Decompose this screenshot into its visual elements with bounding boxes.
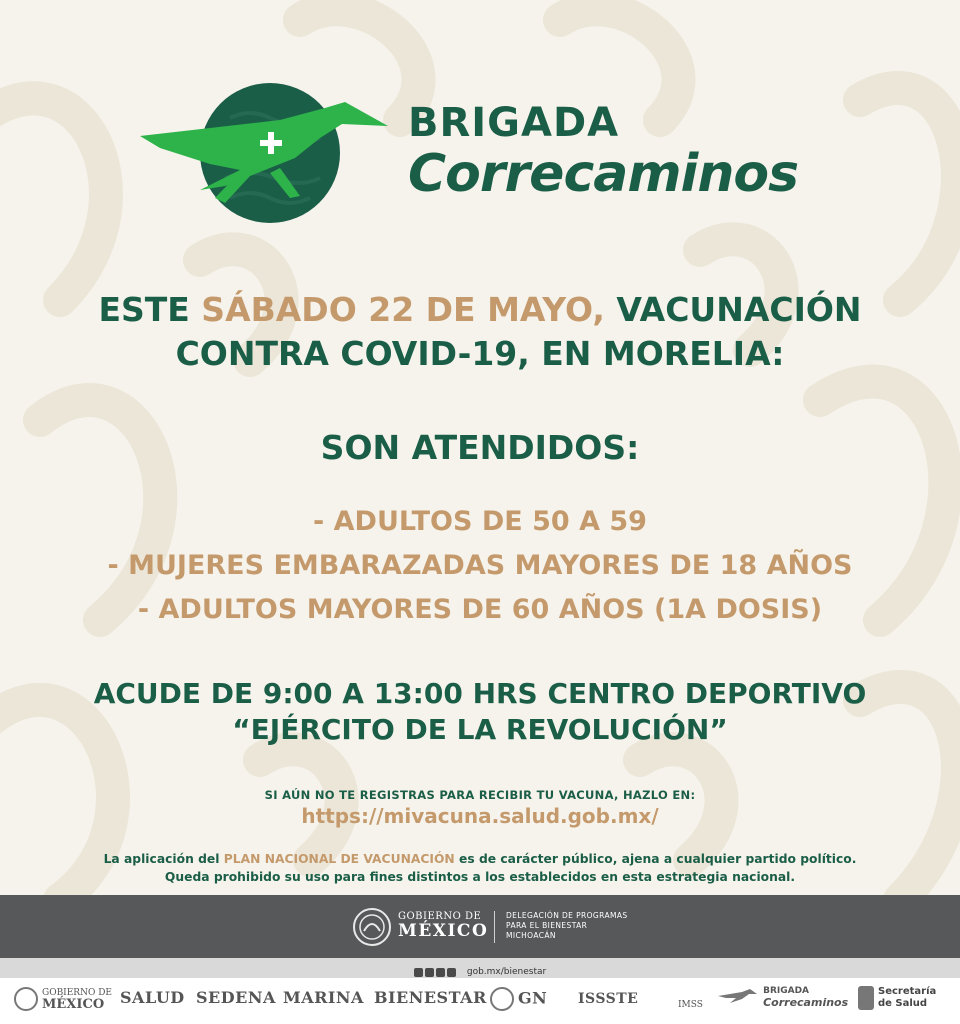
logo-marina: MARINA bbox=[283, 988, 364, 1007]
register-link[interactable]: https://mivacuna.salud.gob.mx/ bbox=[301, 804, 659, 828]
register-label: SI AÚN NO TE REGISTRAS PARA RECIBIR TU VACUNA, HAZLO EN: bbox=[264, 788, 696, 802]
roadrunner-small-icon bbox=[716, 986, 758, 1008]
venue-name: “EJÉRCITO DE LA REVOLUCIÓN” bbox=[232, 713, 728, 746]
logo-bienestar: BIENESTAR bbox=[374, 988, 487, 1007]
footer-divider bbox=[494, 911, 495, 943]
social-url[interactable]: gob.mx/bienestar bbox=[466, 966, 547, 977]
facebook-icon[interactable] bbox=[414, 968, 423, 977]
disclaimer-plan: PLAN NACIONAL DE VACUNACIÓN bbox=[223, 852, 455, 866]
logo-sedena: SEDENA bbox=[196, 988, 276, 1007]
twitter-icon[interactable] bbox=[425, 968, 434, 977]
logo-gobierno-big: MÉXICO bbox=[42, 997, 105, 1012]
logo-brigada-line1: BRIGADA bbox=[763, 986, 810, 996]
instagram-icon[interactable] bbox=[436, 968, 445, 977]
brand-title-brigada: BRIGADA bbox=[408, 100, 620, 146]
logo-gobierno-mexico bbox=[14, 987, 112, 1011]
michoacan-shield-icon bbox=[858, 986, 874, 1010]
logo-secretaria-line1: Secretaría bbox=[878, 986, 937, 997]
brigada-logo bbox=[130, 78, 830, 238]
roadrunner-logo-icon bbox=[130, 78, 400, 238]
headline-suffix: VACUNACIÓN bbox=[604, 290, 862, 329]
disclaimer-line-2: Queda prohibido su uso para fines distintos a los establecidos en esta estrategia nacional. bbox=[164, 870, 796, 884]
attended-groups-list bbox=[0, 500, 960, 632]
youtube-icon[interactable] bbox=[447, 968, 456, 977]
government-footer bbox=[0, 895, 960, 958]
delegation-line-2: PARA EL BIENESTAR bbox=[506, 921, 588, 930]
list-item: - MUJERES EMBARAZADAS MAYORES DE 18 AÑOS bbox=[107, 550, 853, 581]
headline-prefix: ESTE bbox=[98, 290, 202, 329]
institution-logos-bar bbox=[0, 978, 960, 1024]
brand-title-correcaminos: Correcaminos bbox=[408, 144, 799, 204]
gn-emblem-icon bbox=[490, 987, 514, 1011]
headline-date: SÁBADO 22 DE MAYO, bbox=[201, 290, 605, 329]
logo-brigada-line2: Correcaminos bbox=[763, 996, 849, 1009]
social-bar bbox=[0, 958, 960, 978]
government-seal-icon bbox=[352, 907, 392, 947]
logo-secretaria-line2: de Salud bbox=[878, 998, 928, 1009]
delegation-line-1: DELEGACIÓN DE PROGRAMAS bbox=[506, 911, 628, 920]
gobierno-de-mexico-label bbox=[398, 911, 488, 941]
legal-disclaimer bbox=[0, 850, 960, 886]
headline-line-1 bbox=[0, 288, 960, 332]
venue-schedule: ACUDE DE 9:00 A 13:00 HRS CENTRO DEPORTIVO bbox=[93, 677, 867, 710]
logo-brigada-correcaminos bbox=[716, 986, 848, 1008]
logo-imss: IMSS bbox=[678, 1000, 703, 1010]
logo-secretaria-salud bbox=[858, 986, 936, 1010]
logo-gobierno-small: GOBIERNO DE bbox=[42, 988, 112, 998]
gobierno-line-1: GOBIERNO DE bbox=[398, 911, 482, 922]
logo-salud: SALUD bbox=[120, 988, 185, 1007]
delegation-label bbox=[506, 911, 628, 941]
logo-gn: GN bbox=[490, 987, 547, 1011]
main-headline bbox=[0, 288, 960, 376]
disclaimer-line-1 bbox=[0, 850, 960, 868]
delegation-line-3: MICHOACÁN bbox=[506, 931, 556, 940]
list-item: - ADULTOS DE 50 A 59 bbox=[313, 506, 647, 537]
logo-issste: ISSSTE bbox=[578, 991, 639, 1007]
attended-title: SON ATENDIDOS: bbox=[320, 428, 640, 467]
disclaimer-suffix: es de carácter público, ajena a cualquier partido político. bbox=[454, 852, 857, 866]
disclaimer-prefix: La aplicación del bbox=[103, 852, 224, 866]
headline-line-2: CONTRA COVID-19, EN MORELIA: bbox=[175, 334, 785, 373]
seal-icon bbox=[14, 987, 38, 1011]
gobierno-line-2: MÉXICO bbox=[398, 921, 489, 941]
venue-info bbox=[0, 676, 960, 748]
list-item: - ADULTOS MAYORES DE 60 AÑOS (1A DOSIS) bbox=[137, 594, 823, 625]
